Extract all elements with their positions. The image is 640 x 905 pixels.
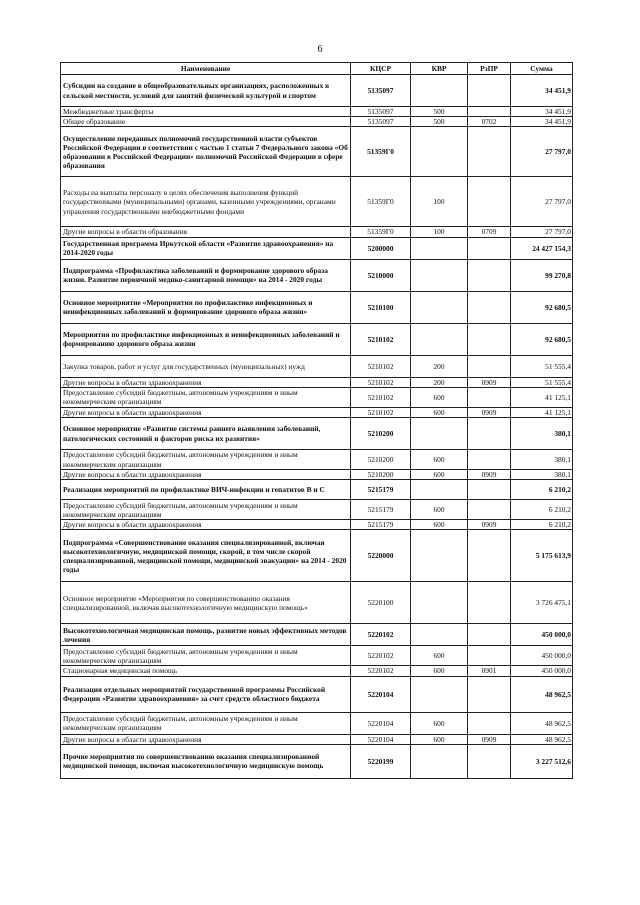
cell-name: Расходы на выплаты персоналу в целях обеспечения выполнения функций государственными (муниципальными) органами, казенными учреждениями, органами управления государственными внебюджетными фондами	[61, 177, 351, 227]
table-row	[61, 291, 573, 323]
table-row	[61, 744, 573, 778]
cell-kcsr: 5200000	[351, 237, 411, 259]
cell-rzpr	[468, 127, 511, 177]
cell-sum: 48 962,5	[511, 712, 573, 734]
cell-rzpr: 0909	[468, 734, 511, 744]
cell-kcsr: 5210102	[351, 355, 411, 377]
cell-kvr	[411, 127, 468, 177]
table-row	[61, 734, 573, 744]
table-row	[61, 712, 573, 734]
table-row	[61, 387, 573, 407]
cell-rzpr	[468, 500, 511, 520]
cell-kcsr: 5220100	[351, 582, 411, 624]
cell-rzpr	[468, 177, 511, 227]
table-row	[61, 259, 573, 291]
cell-rzpr	[468, 624, 511, 646]
table-row	[61, 323, 573, 355]
cell-sum: 48 962,5	[511, 734, 573, 744]
cell-kcsr: 5220199	[351, 744, 411, 778]
cell-name: Предоставление субсидий бюджетным, автономным учреждениям и иным некоммерческим организациям	[61, 500, 351, 520]
cell-sum: 6 210,2	[511, 500, 573, 520]
table-header	[61, 63, 573, 75]
table-row	[61, 418, 573, 450]
table-row	[61, 530, 573, 582]
cell-name: Межбюджетные трансферты	[61, 107, 351, 117]
cell-name: Другие вопросы в области здравоохранения	[61, 734, 351, 744]
cell-rzpr	[468, 646, 511, 666]
cell-name: Предоставление субсидий бюджетным, автономным учреждениям и иным некоммерческим организациям	[61, 450, 351, 470]
cell-kcsr: 5210102	[351, 377, 411, 387]
cell-rzpr	[468, 744, 511, 778]
cell-name: Субсидии на создание в общеобразовательных организациях, расположенных в сельской местности, условий для занятий физической культурой и спортом	[61, 75, 351, 107]
cell-rzpr	[468, 323, 511, 355]
cell-rzpr	[468, 530, 511, 582]
cell-rzpr: 0909	[468, 520, 511, 530]
table-row	[61, 107, 573, 117]
cell-name: Подпрограмма «Совершенствование оказания специализированной, включая высокотехнологичную, медицинской помощи, скорой, в том числе скорой специализированной, медицинской помощи, медицинской эвакуации» на 2014 - 2020 годы	[61, 530, 351, 582]
cell-name: Стационарная медицинская помощь	[61, 666, 351, 676]
cell-kvr	[411, 530, 468, 582]
cell-name: Мероприятия по профилактике инфекционных и неинфекционных заболеваний и формированию здорового образа жизни	[61, 323, 351, 355]
table-row	[61, 582, 573, 624]
cell-sum: 27 797,0	[511, 177, 573, 227]
cell-name: Предоставление субсидий бюджетным, автономным учреждениям и иным некоммерческим организациям	[61, 712, 351, 734]
cell-rzpr: 0909	[468, 377, 511, 387]
table-row	[61, 480, 573, 500]
cell-kcsr: 5135097	[351, 75, 411, 107]
table-row	[61, 75, 573, 107]
table-row	[61, 177, 573, 227]
cell-kcsr: 5210100	[351, 291, 411, 323]
cell-name: Другие вопросы в области здравоохранения	[61, 377, 351, 387]
cell-name: Прочие мероприятия по совершенствованию оказания специализированной медицинской помощи, включая высокотехнологичную медицинскую помощь	[61, 744, 351, 778]
cell-sum: 450 000,0	[511, 666, 573, 676]
cell-kvr	[411, 75, 468, 107]
header-kcsr: КЦСР	[351, 63, 411, 75]
cell-name: Предоставление субсидий бюджетным, автономным учреждениям и иным некоммерческим организациям	[61, 387, 351, 407]
cell-name: Другие вопросы в области здравоохранения	[61, 520, 351, 530]
cell-name: Государственная программа Иркутской области «Развитие здравоохранения» на 2014-2020 годы	[61, 237, 351, 259]
cell-kvr	[411, 291, 468, 323]
cell-name: Закупка товаров, работ и услуг для государственных (муниципальных) нужд	[61, 355, 351, 377]
cell-sum: 48 962,5	[511, 676, 573, 712]
header-rzpr: РзПР	[468, 63, 511, 75]
cell-kcsr: 5135097	[351, 117, 411, 127]
cell-rzpr: 0901	[468, 666, 511, 676]
cell-kvr	[411, 676, 468, 712]
table-row	[61, 624, 573, 646]
cell-kvr: 600	[411, 734, 468, 744]
cell-name: Высокотехнологичная медицинская помощь, развитие новых эффективных методов лечения	[61, 624, 351, 646]
table-row	[61, 450, 573, 470]
cell-kvr: 200	[411, 377, 468, 387]
cell-kcsr: 5220000	[351, 530, 411, 582]
cell-sum: 27 797,0	[511, 127, 573, 177]
cell-sum: 41 125,1	[511, 407, 573, 417]
table-row	[61, 407, 573, 417]
cell-kvr	[411, 624, 468, 646]
cell-sum: 3 726 475,1	[511, 582, 573, 624]
cell-kcsr: 51359Г0	[351, 127, 411, 177]
cell-kcsr: 5210000	[351, 259, 411, 291]
cell-name: Основное мероприятие «Мероприятия по совершенствованию оказания специализированной, включая высокотехнологичную медицинскую помощь»	[61, 582, 351, 624]
table-row	[61, 127, 573, 177]
cell-sum: 3 227 512,6	[511, 744, 573, 778]
table-row	[61, 470, 573, 480]
cell-sum: 380,1	[511, 470, 573, 480]
table-row	[61, 676, 573, 712]
cell-kvr: 100	[411, 227, 468, 237]
cell-sum: 34 451,9	[511, 75, 573, 107]
table-row	[61, 117, 573, 127]
cell-kcsr: 5210102	[351, 323, 411, 355]
page-number: 6	[317, 44, 323, 55]
cell-rzpr	[468, 291, 511, 323]
cell-sum: 24 427 154,3	[511, 237, 573, 259]
table-row	[61, 500, 573, 520]
cell-sum: 34 451,9	[511, 107, 573, 117]
cell-kvr: 100	[411, 177, 468, 227]
cell-kcsr: 51359Г0	[351, 177, 411, 227]
table-row	[61, 377, 573, 387]
cell-kvr: 500	[411, 117, 468, 127]
cell-kcsr: 5220102	[351, 666, 411, 676]
cell-sum: 34 451,9	[511, 117, 573, 127]
cell-rzpr	[468, 582, 511, 624]
cell-rzpr	[468, 418, 511, 450]
cell-kvr: 600	[411, 500, 468, 520]
cell-kvr: 600	[411, 450, 468, 470]
header-sum: Сумма	[511, 63, 573, 75]
cell-rzpr	[468, 712, 511, 734]
cell-kcsr: 5220104	[351, 734, 411, 744]
cell-sum: 380,1	[511, 418, 573, 450]
cell-sum: 450 000,0	[511, 624, 573, 646]
cell-kvr: 600	[411, 470, 468, 480]
cell-sum: 450 000,0	[511, 646, 573, 666]
cell-sum: 6 210,2	[511, 480, 573, 500]
cell-kvr	[411, 323, 468, 355]
cell-name: Осуществление переданных полномочий государственной власти субъектов Российской Федерации в соответствии с частью 1 статьи 7 Федерального закона «Об образовании в Российской Федерации» полномочий Российской Федерации в сфере образования	[61, 127, 351, 177]
cell-kcsr: 5135097	[351, 107, 411, 117]
cell-kvr: 200	[411, 355, 468, 377]
cell-kcsr: 51359Г0	[351, 227, 411, 237]
cell-name: Другие вопросы в области здравоохранения	[61, 470, 351, 480]
cell-kcsr: 5210200	[351, 418, 411, 450]
cell-kvr: 600	[411, 407, 468, 417]
cell-kvr: 600	[411, 520, 468, 530]
cell-rzpr	[468, 107, 511, 117]
cell-kvr	[411, 582, 468, 624]
header-row	[61, 63, 573, 75]
budget-table	[60, 62, 573, 779]
cell-kcsr: 5210200	[351, 470, 411, 480]
cell-sum: 27 797,0	[511, 227, 573, 237]
cell-rzpr	[468, 355, 511, 377]
cell-sum: 51 555,4	[511, 377, 573, 387]
cell-name: Другие вопросы в области образования	[61, 227, 351, 237]
cell-kcsr: 5220102	[351, 646, 411, 666]
cell-name: Общее образование	[61, 117, 351, 127]
cell-name: Основное мероприятие «Мероприятия по профилактике инфекционных и неинфекционных заболеваний и формирование здорового образа жизни»	[61, 291, 351, 323]
cell-rzpr: 0909	[468, 407, 511, 417]
cell-sum: 92 680,5	[511, 291, 573, 323]
cell-kcsr: 5210102	[351, 407, 411, 417]
header-kvr: КВР	[411, 63, 468, 75]
table-row	[61, 646, 573, 666]
cell-kcsr: 5210102	[351, 387, 411, 407]
cell-rzpr	[468, 259, 511, 291]
cell-kcsr: 5210200	[351, 450, 411, 470]
cell-name: Подпрограмма «Профилактика заболеваний и формирование здорового образа жизни. Развитие первичной медико-санитарной помощи» на 2014 - 2020 годы	[61, 259, 351, 291]
table-body	[61, 75, 573, 779]
table-row	[61, 520, 573, 530]
cell-kvr	[411, 237, 468, 259]
table-row	[61, 355, 573, 377]
cell-kcsr: 5220102	[351, 624, 411, 646]
cell-sum: 99 270,8	[511, 259, 573, 291]
cell-kcsr: 5220104	[351, 676, 411, 712]
cell-name: Реализация мероприятий по профилактике ВИЧ-инфекции и гепатитов В и С	[61, 480, 351, 500]
cell-kvr	[411, 259, 468, 291]
cell-kcsr: 5220104	[351, 712, 411, 734]
table-row	[61, 237, 573, 259]
cell-rzpr	[468, 480, 511, 500]
cell-rzpr: 0702	[468, 117, 511, 127]
cell-sum: 41 125,1	[511, 387, 573, 407]
cell-kvr: 600	[411, 666, 468, 676]
cell-kvr	[411, 480, 468, 500]
cell-kvr: 500	[411, 107, 468, 117]
cell-name: Реализация отдельных мероприятий государственной программы Российской Федерации «Развитие здравоохранения» за счет средств областного бюджета	[61, 676, 351, 712]
table-row	[61, 666, 573, 676]
cell-rzpr	[468, 387, 511, 407]
cell-rzpr: 0909	[468, 470, 511, 480]
cell-kvr: 600	[411, 387, 468, 407]
cell-kcsr: 5215179	[351, 500, 411, 520]
cell-rzpr	[468, 75, 511, 107]
cell-sum: 380,1	[511, 450, 573, 470]
table-row	[61, 227, 573, 237]
cell-sum: 92 680,5	[511, 323, 573, 355]
cell-name: Основное мероприятие «Развитие системы раннего выявления заболеваний, патологических состояний и факторов риска их развития»	[61, 418, 351, 450]
cell-kcsr: 5215179	[351, 480, 411, 500]
cell-kvr	[411, 418, 468, 450]
cell-sum: 51 555,4	[511, 355, 573, 377]
cell-name: Предоставление субсидий бюджетным, автономным учреждениям и иным некоммерческим организациям	[61, 646, 351, 666]
cell-sum: 6 210,2	[511, 520, 573, 530]
cell-kcsr: 5215179	[351, 520, 411, 530]
cell-rzpr	[468, 450, 511, 470]
cell-rzpr	[468, 237, 511, 259]
cell-name: Другие вопросы в области здравоохранения	[61, 407, 351, 417]
header-name: Наименование	[61, 63, 351, 75]
cell-rzpr: 0709	[468, 227, 511, 237]
cell-kvr	[411, 744, 468, 778]
cell-sum: 5 175 613,9	[511, 530, 573, 582]
cell-kvr: 600	[411, 712, 468, 734]
cell-kvr: 600	[411, 646, 468, 666]
cell-rzpr	[468, 676, 511, 712]
